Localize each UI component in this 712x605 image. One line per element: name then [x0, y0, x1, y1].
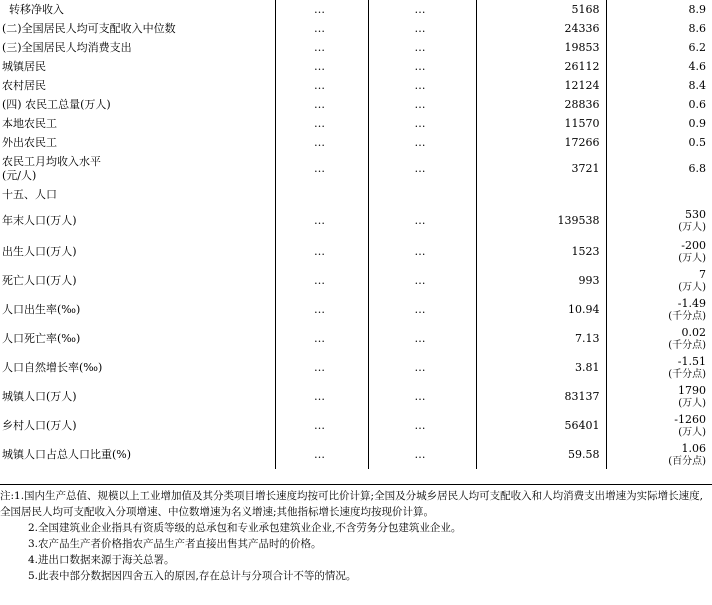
footnote-2: 2.全国建筑业企业指具有资质等级的总承包和专业承包建筑业企业,不含劳务分包建筑业企业。 — [28, 522, 462, 534]
growth-unit: (百分点) — [668, 455, 706, 467]
table-row — [0, 382, 712, 411]
table-row — [0, 133, 712, 152]
ellipsis-cell: … — [275, 353, 368, 382]
row-label: 死亡人口(万人) — [0, 266, 275, 295]
growth-cell — [606, 295, 712, 324]
table-row — [0, 185, 712, 204]
growth-value: 8.9 — [688, 2, 706, 16]
value-cell: 1523 — [476, 237, 606, 266]
value-cell: 56401 — [476, 411, 606, 440]
value-cell: 19853 — [476, 38, 606, 57]
footnote-3: 3.农产品生产者价格指农产品生产者直接出售其产品时的价格。 — [28, 538, 322, 550]
ellipsis-cell: … — [368, 133, 476, 152]
row-label: (二)全国居民人均可支配收入中位数 — [0, 19, 275, 38]
footnote-4: 4.进出口数据来源于海关总署。 — [28, 554, 175, 566]
row-label: 城镇人口占总人口比重(%) — [0, 440, 275, 469]
ellipsis-cell: … — [368, 0, 476, 19]
ellipsis-cell: … — [368, 440, 476, 469]
ellipsis-cell: … — [368, 152, 476, 185]
value-cell: 17266 — [476, 133, 606, 152]
ellipsis-cell: … — [275, 382, 368, 411]
growth-cell — [606, 76, 712, 95]
growth-value: 0.5 — [688, 135, 706, 149]
table-row — [0, 0, 712, 19]
ellipsis-cell: … — [275, 295, 368, 324]
ellipsis-cell: … — [275, 0, 368, 19]
ellipsis-cell: … — [275, 324, 368, 353]
row-label: 人口自然增长率(‰) — [0, 353, 275, 382]
ellipsis-cell: … — [275, 204, 368, 237]
growth-value: 530 — [685, 207, 706, 221]
footnotes — [0, 484, 712, 584]
growth-cell — [606, 57, 712, 76]
growth-cell — [606, 38, 712, 57]
table-row — [0, 266, 712, 295]
growth-cell — [606, 204, 712, 237]
growth-cell — [606, 440, 712, 469]
ellipsis-cell: … — [275, 152, 368, 185]
growth-value: 4.6 — [688, 59, 706, 73]
ellipsis-cell: … — [275, 411, 368, 440]
ellipsis-cell: … — [275, 133, 368, 152]
growth-value: 0.02 — [681, 325, 706, 339]
value-cell: 139538 — [476, 204, 606, 237]
row-label: 外出农民工 — [0, 133, 275, 152]
ellipsis-cell: … — [275, 95, 368, 114]
growth-cell — [606, 152, 712, 185]
row-label: 农村居民 — [0, 76, 275, 95]
ellipsis-cell: … — [368, 19, 476, 38]
growth-value: 0.6 — [688, 97, 706, 111]
value-cell: 24336 — [476, 19, 606, 38]
growth-unit: (千分点) — [668, 368, 706, 380]
growth-value: -1.49 — [677, 296, 706, 310]
ellipsis-cell: … — [368, 204, 476, 237]
value-cell: 83137 — [476, 382, 606, 411]
growth-cell — [606, 19, 712, 38]
growth-value: 6.2 — [688, 40, 706, 54]
growth-value: 8.6 — [688, 21, 706, 35]
ellipsis-cell: … — [275, 38, 368, 57]
growth-value: -1.51 — [677, 354, 706, 368]
value-cell: 11570 — [476, 114, 606, 133]
ellipsis-cell: … — [368, 95, 476, 114]
row-label: 年末人口(万人) — [0, 204, 275, 237]
value-cell: 12124 — [476, 76, 606, 95]
ellipsis-cell: … — [368, 411, 476, 440]
growth-cell — [606, 133, 712, 152]
ellipsis-cell: … — [368, 57, 476, 76]
ellipsis-cell: … — [368, 76, 476, 95]
growth-cell — [606, 185, 712, 204]
row-label: 城镇居民 — [0, 57, 275, 76]
ellipsis-cell: … — [275, 19, 368, 38]
value-cell: 3721 — [476, 152, 606, 185]
value-cell: 5168 — [476, 0, 606, 19]
ellipsis-cell: … — [368, 324, 476, 353]
footnote-1: 注:1.国内生产总值、规模以上工业增加值及其分类项目增长速度均按可比价计算;全国及分城乡居民人均可支配收入和人均消费支出增速为实际增长速度,全国居民人均可支配收入分项增速、中位数增速为名义增速;其他指标增长速度均按现价计算。 — [0, 490, 703, 518]
value-cell: 993 — [476, 266, 606, 295]
growth-cell — [606, 95, 712, 114]
growth-unit: (万人) — [678, 281, 706, 293]
growth-unit: (万人) — [678, 221, 706, 233]
row-label: 出生人口(万人) — [0, 237, 275, 266]
row-label: 农民工月均收入水平 (元/人) — [0, 152, 275, 185]
ellipsis-cell — [275, 185, 368, 204]
row-label: 转移净收入 — [0, 0, 275, 19]
ellipsis-cell: … — [368, 266, 476, 295]
growth-value: 1790 — [678, 383, 706, 397]
growth-value: 1.06 — [681, 441, 706, 455]
ellipsis-cell: … — [368, 382, 476, 411]
table-row — [0, 57, 712, 76]
table-row — [0, 19, 712, 38]
growth-value: 6.8 — [688, 161, 706, 175]
table-row — [0, 95, 712, 114]
row-label: (三)全国居民人均消费支出 — [0, 38, 275, 57]
row-label: 城镇人口(万人) — [0, 382, 275, 411]
growth-unit: (千分点) — [668, 310, 706, 322]
growth-cell — [606, 114, 712, 133]
table-row — [0, 114, 712, 133]
growth-cell — [606, 237, 712, 266]
table-row — [0, 440, 712, 469]
growth-value: 8.4 — [688, 78, 706, 92]
ellipsis-cell: … — [368, 114, 476, 133]
growth-value: -200 — [681, 238, 706, 252]
row-label: 本地农民工 — [0, 114, 275, 133]
footnote-5: 5.此表中部分数据因四舍五入的原因,存在总计与分项合计不等的情况。 — [28, 570, 357, 582]
growth-cell — [606, 411, 712, 440]
ellipsis-cell: … — [368, 353, 476, 382]
growth-unit: (千分点) — [668, 339, 706, 351]
row-label: 人口出生率(‰) — [0, 295, 275, 324]
value-cell — [476, 185, 606, 204]
ellipsis-cell: … — [275, 440, 368, 469]
table-row — [0, 204, 712, 237]
row-label: (四) 农民工总量(万人) — [0, 95, 275, 114]
table-row — [0, 38, 712, 57]
growth-unit: (万人) — [678, 397, 706, 409]
growth-value: 0.9 — [688, 116, 706, 130]
ellipsis-cell: … — [275, 76, 368, 95]
ellipsis-cell: … — [368, 295, 476, 324]
ellipsis-cell: … — [368, 237, 476, 266]
row-label: 乡村人口(万人) — [0, 411, 275, 440]
growth-cell — [606, 324, 712, 353]
growth-cell — [606, 353, 712, 382]
value-cell: 7.13 — [476, 324, 606, 353]
value-cell: 3.81 — [476, 353, 606, 382]
growth-cell — [606, 0, 712, 19]
table-row — [0, 152, 712, 185]
ellipsis-cell — [368, 185, 476, 204]
ellipsis-cell: … — [275, 114, 368, 133]
row-label: 人口死亡率(‰) — [0, 324, 275, 353]
ellipsis-cell: … — [275, 57, 368, 76]
value-cell: 59.58 — [476, 440, 606, 469]
ellipsis-cell: … — [275, 266, 368, 295]
growth-cell — [606, 266, 712, 295]
table-row — [0, 411, 712, 440]
ellipsis-cell: … — [368, 38, 476, 57]
value-cell: 28836 — [476, 95, 606, 114]
table-row — [0, 324, 712, 353]
table-row — [0, 353, 712, 382]
growth-unit: (万人) — [678, 252, 706, 264]
growth-value: 7 — [699, 267, 706, 281]
value-cell: 26112 — [476, 57, 606, 76]
growth-cell — [606, 382, 712, 411]
value-cell: 10.94 — [476, 295, 606, 324]
ellipsis-cell: … — [275, 237, 368, 266]
growth-unit: (万人) — [678, 426, 706, 438]
table-row — [0, 237, 712, 266]
growth-value: -1260 — [674, 412, 706, 426]
table-row — [0, 76, 712, 95]
row-label: 十五、人口 — [0, 185, 275, 204]
table-row — [0, 295, 712, 324]
